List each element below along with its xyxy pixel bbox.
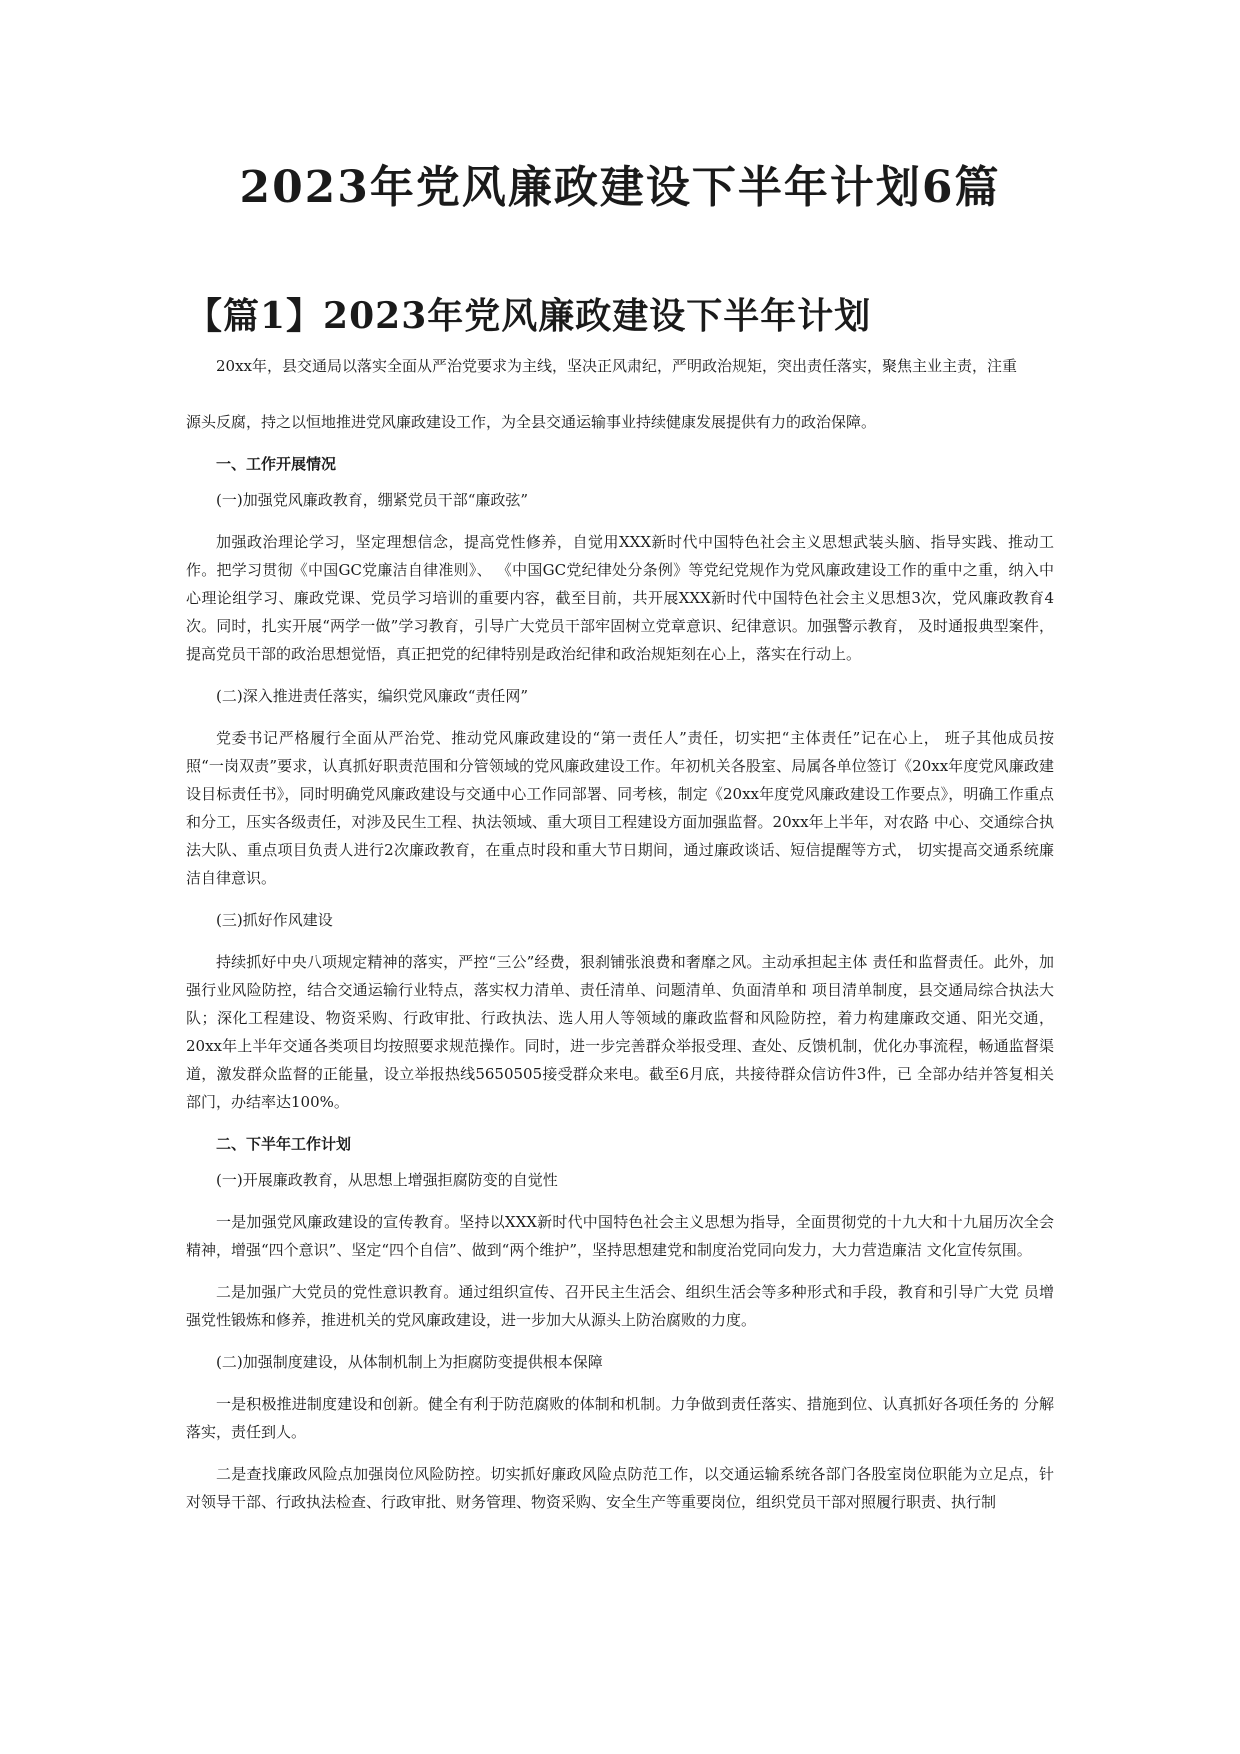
paragraph-2-1b: 二是加强广大党员的党性意识教育。通过组织宣传、召开民主生活会、组织生活会等多种形式和手段，教育和引导广大党 员增强党性锻炼和修养，推进机关的党风廉政建设，进一步加大从源头上防治腐败的力度。	[186, 1283, 1054, 1329]
paragraph-1-2: 党委书记严格履行全面从严治党、推动党风廉政建设的“第一责任人”责任，切实把“主体责任”记在心上， 班子其他成员按照“一岗双责”要求，认真抓好职责范围和分管领域的党风廉政建设工作。年初机关各股室、局属各单位签订《20xx年度党风廉政建设目标责任书》，同时明确党风廉政建设与交通中心工作同部署、同考核，制定《20xx年度党风廉政建设工作要点》，明确工作重点和分工，压实各级责任，对涉及民生工程、执法领域、重大项目工程建设方面加强监督。20xx年上半年，对农路 中心、交通综合执法大队、重点项目负责人进行2次廉政教育，在重点时段和重大节日期间，通过廉政谈话、短信提醒等方式， 切实提高交通系统廉洁自律意识。	[186, 729, 1054, 887]
paragraph-2-1a: 一是加强党风廉政建设的宣传教育。坚持以XXX新时代中国特色社会主义思想为指导，全面贯彻党的十九大和十九届历次全会精神，增强“四个意识”、坚定“四个自信”、做到“两个维护”，坚持思想建党和制度治党同向发力，大力营造廉洁 文化宣传氛围。	[186, 1213, 1054, 1259]
subheading-2-1: (一)开展廉政教育，从思想上增强拒腐防变的自觉性	[216, 1171, 558, 1189]
subheading-1-3: (三)抓好作风建设	[216, 911, 333, 929]
paragraph-2-2a: 一是积极推进制度建设和创新。健全有利于防范腐败的体制和机制。力争做到责任落实、措施到位、认真抓好各项任务的 分解落实，责任到人。	[186, 1395, 1054, 1441]
paragraph-1-3: 持续抓好中央八项规定精神的落实，严控“三公”经费，狠刹铺张浪费和奢靡之风。主动承担起主体 责任和监督责任。此外，加强行业风险防控，结合交通运输行业特点，落实权力清单、责任清单、问题清单、负面清单和 项目清单制度，县交通局综合执法大队；深化工程建设、物资采购、行政审批、行政执法、选人用人等领域的廉政监督和风险防控，着力构建廉政交通、阳光交通，20xx年上半年交通各类项目均按照要求规范操作。同时，进一步完善群众举报受理、查处、反馈机制，优化办事流程，畅通监督渠道，激发群众监督的正能量，设立举报热线5650505接受群众来电。截至6月底，共接待群众信访件3件，已 全部办结并答复相关部门，办结率达100%。	[186, 953, 1054, 1111]
subheading-1-1: (一)加强党风廉政教育，绷紧党员干部“廉政弦”	[216, 491, 529, 509]
section-title: 【篇1】2023年党风廉政建设下半年计划	[186, 295, 872, 337]
heading-plan: 二、下半年工作计划	[216, 1135, 352, 1153]
subheading-2-2: (二)加强制度建设，从体制机制上为拒腐防变提供根本保障	[216, 1353, 603, 1371]
subheading-1-2: (二)深入推进责任落实，编织党风廉政“责任网”	[216, 687, 529, 705]
paragraph-2-2b: 二是查找廉政风险点加强岗位风险防控。切实抓好廉政风险点防范工作，以交通运输系统各部门各股室岗位职能为立足点，针对领导干部、行政执法检查、行政审批、财务管理、物资采购、安全生产等重要岗位，组织党员干部对照履行职责、执行制	[186, 1465, 1054, 1511]
heading-work-status: 一、工作开展情况	[216, 455, 337, 473]
paragraph-1-1: 加强政治理论学习，坚定理想信念，提高党性修养，自觉用XXX新时代中国特色社会主义思想武装头脑、指导实践、推动工作。把学习贯彻《中国GC党廉洁自律准则》、 《中国GC党纪律处分条例》等党纪党规作为党风廉政建设工作的重中之重，纳入中心理论组学习、廉政党课、党员学习培训的重要内容，截至目前，共开展XXX新时代中国特色社会主义思想3次，党风廉政教育4次。同时，扎实开展“两学一做”学习教育，引导广大党员干部牢固树立党章意识、纪律意识。加强警示教育， 及时通报典型案件，提高党员干部的政治思想觉悟，真正把党的纪律特别是政治纪律和政治规矩刻在心上，落实在行动上。	[186, 533, 1054, 663]
intro-paragraph-line1: 20xx年，县交通局以落实全面从严治党要求为主线，坚决正风肃纪，严明政治规矩，突出责任落实，聚焦主业主责，注重	[216, 357, 1018, 375]
document-body	[186, 352, 1054, 1530]
intro-paragraph-line2: 源头反腐，持之以恒地推进党风廉政建设工作，为全县交通运输事业持续健康发展提供有力的政治保障。	[186, 413, 877, 431]
document-title: 2023年党风廉政建设下半年计划6篇	[239, 162, 1001, 213]
